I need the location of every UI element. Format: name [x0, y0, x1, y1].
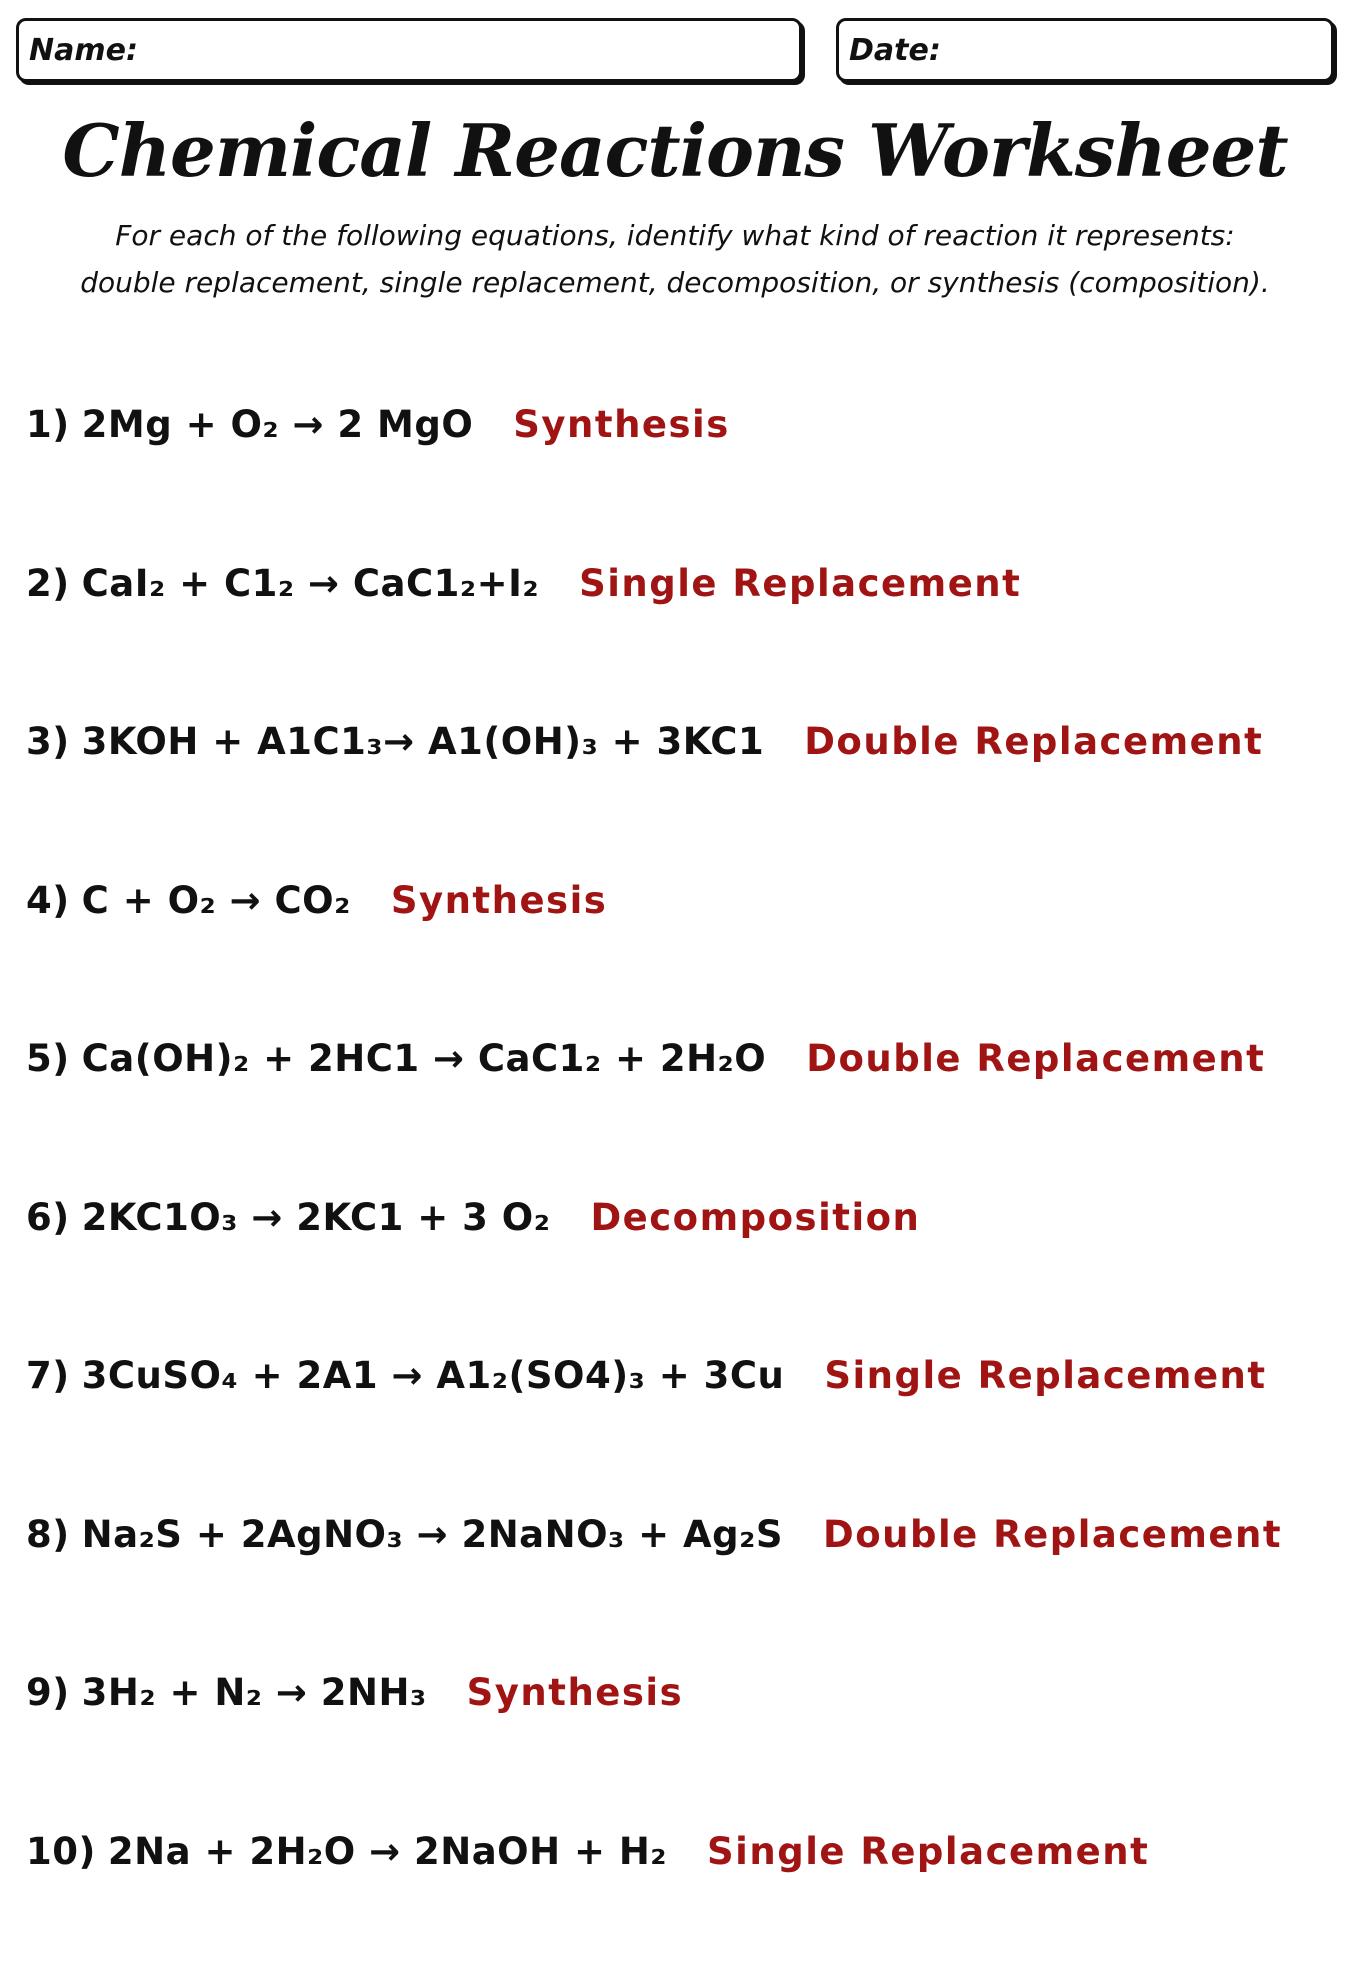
problem-3: [26, 712, 1336, 871]
problem-9: [26, 1663, 1336, 1822]
problem-number: 6): [26, 1196, 70, 1239]
date-field: [836, 18, 1334, 82]
problem-number: 8): [26, 1513, 70, 1556]
problem-4: [26, 871, 1336, 1030]
problem-answer: Double Replacement: [804, 720, 1263, 763]
problem-number: 9): [26, 1671, 70, 1714]
problem-6: [26, 1188, 1336, 1347]
problem-7: [26, 1346, 1336, 1505]
problem-equation: 2KC1O₃ → 2KC1 + 3 O₂: [82, 1196, 551, 1239]
instructions-line-2: double replacement, single replacement, decomposition, or synthesis (composition).: [40, 259, 1310, 306]
problem-10: [26, 1822, 1336, 1980]
problem-answer: Double Replacement: [823, 1513, 1282, 1556]
name-input[interactable]: [129, 31, 787, 73]
problem-answer: Single Replacement: [707, 1830, 1149, 1873]
problem-equation: Ca(OH)₂ + 2HC1 → CaC1₂ + 2H₂O: [82, 1037, 767, 1080]
problem-answer: Decomposition: [590, 1196, 920, 1239]
problem-answer: Synthesis: [391, 879, 607, 922]
problem-8: [26, 1505, 1336, 1664]
problem-number: 10): [26, 1830, 96, 1873]
problem-number: 3): [26, 720, 70, 763]
problem-list: [26, 395, 1336, 1980]
name-field: [16, 18, 802, 82]
problem-answer: Synthesis: [513, 403, 729, 446]
date-input[interactable]: [935, 31, 1319, 73]
problem-number: 2): [26, 562, 70, 605]
problem-equation: C + O₂ → CO₂: [82, 879, 351, 922]
problem-equation: Na₂S + 2AgNO₃ → 2NaNO₃ + Ag₂S: [82, 1513, 783, 1556]
worksheet-title: Chemical Reactions Worksheet: [0, 106, 1350, 196]
problem-5: [26, 1029, 1336, 1188]
problem-answer: Single Replacement: [579, 562, 1021, 605]
problem-number: 5): [26, 1037, 70, 1080]
date-label: Date:: [849, 31, 941, 71]
problem-1: [26, 395, 1336, 554]
instructions: [40, 212, 1310, 306]
problem-equation: 3KOH + A1C1₃→ A1(OH)₃ + 3KC1: [82, 720, 765, 763]
problem-number: 1): [26, 403, 70, 446]
problem-number: 4): [26, 879, 70, 922]
problem-number: 7): [26, 1354, 70, 1397]
problem-answer: Double Replacement: [806, 1037, 1265, 1080]
name-label: Name:: [29, 31, 138, 71]
problem-equation: CaI₂ + C1₂ → CaC1₂+I₂: [82, 562, 539, 605]
problem-2: [26, 554, 1336, 713]
problem-answer: Single Replacement: [824, 1354, 1266, 1397]
problem-equation: 3H₂ + N₂ → 2NH₃: [82, 1671, 427, 1714]
problem-answer: Synthesis: [467, 1671, 683, 1714]
instructions-line-1: For each of the following equations, identify what kind of reaction it represents:: [40, 212, 1310, 259]
problem-equation: 3CuSO₄ + 2A1 → A1₂(SO4)₃ + 3Cu: [82, 1354, 785, 1397]
problem-equation: 2Na + 2H₂O → 2NaOH + H₂: [108, 1830, 667, 1873]
problem-equation: 2Mg + O₂ → 2 MgO: [82, 403, 474, 446]
